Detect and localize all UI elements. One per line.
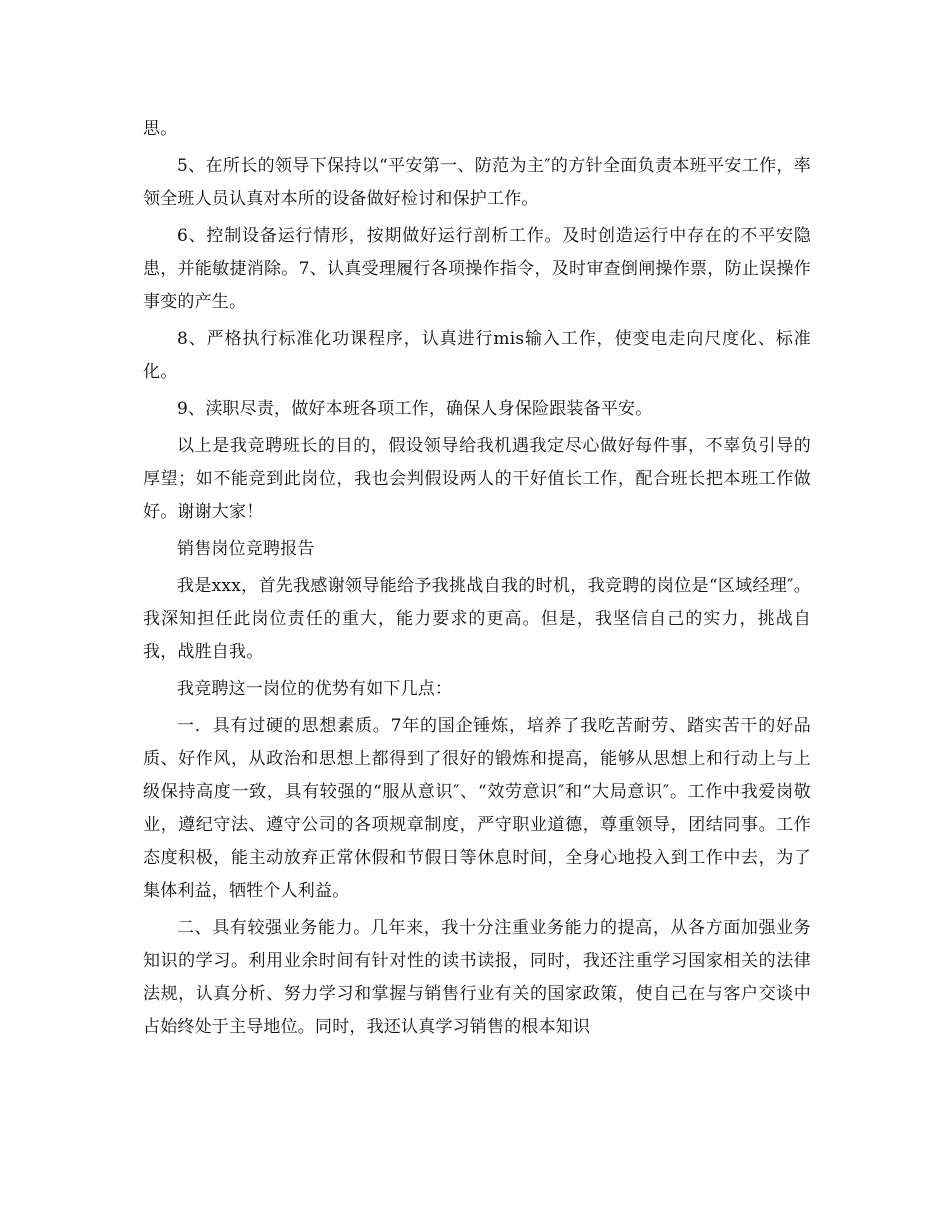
paragraph-advantage-2: 二、具有较强业务能力。几年来，我十分注重业务能力的提高，从各方面加强业务知识的学习。利用业余时间有针对性的读书读报，同时，我还注重学习国家相关的法律法规，认真分析、努力学习和掌握与销售行业有关的国家政策，使自己在与客户交谈中占始终处于主导地位。同时，我还认真学习销售的根本知识 [143,918,811,1037]
section-title: 销售岗位竞聘报告 [177,539,315,559]
paragraph-intro: 我是xxx，首先我感谢领导能给予我挑战自我的时机，我竞聘的岗位是“区域经理″。我深知担任此岗位责任的重大，能力要求的更高。但是，我坚信自己的实力，挑战自我，战胜自我。 [143,576,811,662]
paragraph-advantage-1: 一．具有过硬的思想素质。7年的国企锤炼，培养了我吃苦耐劳、踏实苦干的好品质、好作风，从政治和思想上都得到了很好的锻炼和提高，能够从思想上和行动上与上级保持高度一致，具有较强的“服从意识″、“效劳意识″和“大局意识″。工作中我爱岗敬业，遵纪守法、遵守公司的各项规章制度，严守职业道德，尊重领导，团结同事。工作态度积极，能主动放弃正常休假和节假日等休息时间，全身心地投入到工作中去，为了集体利益，牺牲个人利益。 [143,716,811,901]
document-body [143,113,811,1048]
paragraph-item-8: 8、严格执行标准化功课程序，认真进行mis输入工作，使变电走向尺度化、标准化。 [143,329,811,382]
paragraph-advantages-lead: 我竞聘这一岗位的优势有如下几点： [177,679,453,699]
paragraph-closing: 以上是我竞聘班长的目的，假设领导给我机遇我定尽心做好每件事，不辜负引导的厚望；如不能竞到此岗位，我也会判假设两人的干好值长工作，配合班长把本班工作做好。谢谢大家！ [143,436,811,522]
paragraph-continuation: 思。 [143,119,178,139]
paragraph-item-6-7: 6、控制设备运行情形，按期做好运行剖析工作。及时创造运行中存在的不平安隐患，并能敏捷消除。7、认真受理履行各项操作指令，及时审查倒闸操作票，防止误操作事变的产生。 [143,226,811,312]
paragraph-item-5: 5、在所长的领导下保持以“平安第一、防范为主″的方针全面负责本班平安工作，率领全班人员认真对本所的设备做好检讨和保护工作。 [143,156,811,209]
paragraph-item-9: 9、渎职尽责，做好本班各项工作，确保人身保险跟装备平安。 [177,399,653,419]
